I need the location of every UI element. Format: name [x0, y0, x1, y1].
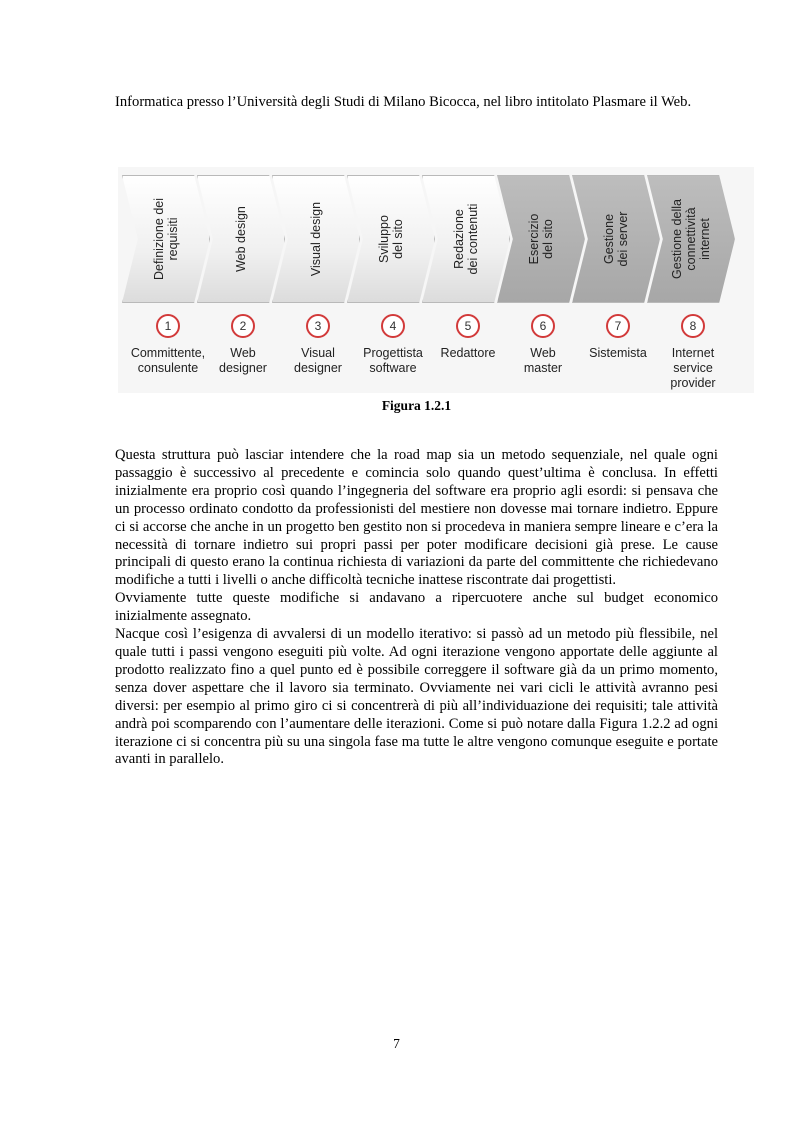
- step-role-label: Web master: [523, 346, 563, 375]
- step-role-label: Sistemista: [589, 346, 647, 360]
- step-number-badge: 3: [306, 314, 330, 338]
- step-role-label: Internet service provider: [670, 346, 716, 390]
- step-role-label: Progettista software: [363, 346, 423, 375]
- step-role-label: Committente, consulente: [130, 346, 206, 375]
- chevron-title: Sviluppo del sito: [377, 215, 405, 263]
- body-text: [115, 447, 718, 769]
- body-paragraph-2: Ovviamente tutte queste modifiche si andavano a ripercuotere anche sul budget economico inizialmente assegnato.: [115, 590, 718, 625]
- figure-caption: Figura 1.2.1: [381, 398, 452, 413]
- step-number-badge: 8: [681, 314, 705, 338]
- step-role-label: Web designer: [219, 346, 267, 375]
- step-number-badge: 6: [531, 314, 555, 338]
- chevron-title: Visual design: [309, 201, 323, 277]
- chevron-title: Definizione dei requisiti: [152, 198, 180, 280]
- chevron-title: Web design: [234, 206, 248, 272]
- page-number: 7: [393, 1036, 400, 1051]
- road-map-figure: [118, 167, 754, 393]
- body-paragraph-1: Questa struttura può lasciar intendere che la road map sia un metodo sequenziale, nel quale ogni passaggio è successivo al precedente e comincia solo quando quest’ultima è conclusa. In effetti inizialmente era proprio così quando l’ingegneria del software era proprio agli esordi: si pensava che un processo ordinato condotto da professionisti del mestiere non dovesse mai tornare indietro. Eppure ci si accorse che anche in un progetto ben gestito non si procedeva in maniera sempre lineare e c’era la necessità di tornare indietro sui propri passi per poter modificare decisioni già prese. Le cause principali di questo erano la continua richiesta di variazioni da parte del committente che richiedevano modifiche a tutti i livelli o anche difficoltà tecniche inattese riscontrate dai progettisti.: [115, 447, 718, 589]
- step-number-badge: 7: [606, 314, 630, 338]
- chevron-title: Gestione dei server: [602, 211, 630, 267]
- chevron-title: Redazione dei contenuti: [452, 203, 480, 275]
- step-number-badge: 1: [156, 314, 180, 338]
- step-role-label: Redattore: [440, 346, 496, 360]
- intro-paragraph: Informatica presso l’Università degli Studi di Milano Bicocca, nel libro intitolato Plasmare il Web.: [115, 94, 692, 110]
- body-paragraph-3: Nacque così l’esigenza di avvalersi di un modello iterativo: si passò ad un metodo più flessibile, nel quale tutti i passi vengono eseguiti più volte. Ad ogni iterazione vengono apportate delle aggiunte al prodotto realizzato fino a quel punto ed è possibile correggere il software già da un primo momento, senza dover aspettare che il lavoro sia terminato. Ovviamente nei vari cicli le attività avranno pesi diversi: per esempio al primo giro ci si concentrerà di più all’individuazione dei requisiti; tale attività andrà poi scomparendo con l’aumentare delle iterazioni. Come si può notare dalla Figura 1.2.2 ad ogni iterazione ci si concentra più su una singola fase ma tutte le altre vengono comunque eseguite e portate avanti in parallelo.: [115, 626, 718, 768]
- chevron-step-8: [647, 175, 735, 303]
- step-number-badge: 2: [231, 314, 255, 338]
- step-number-badge: 4: [381, 314, 405, 338]
- step-number-badge: 5: [456, 314, 480, 338]
- step-role-label: Visual designer: [294, 346, 342, 375]
- chevron-title: Gestione della connettività internet: [670, 199, 712, 279]
- chevron-title: Esercizio del sito: [527, 213, 555, 265]
